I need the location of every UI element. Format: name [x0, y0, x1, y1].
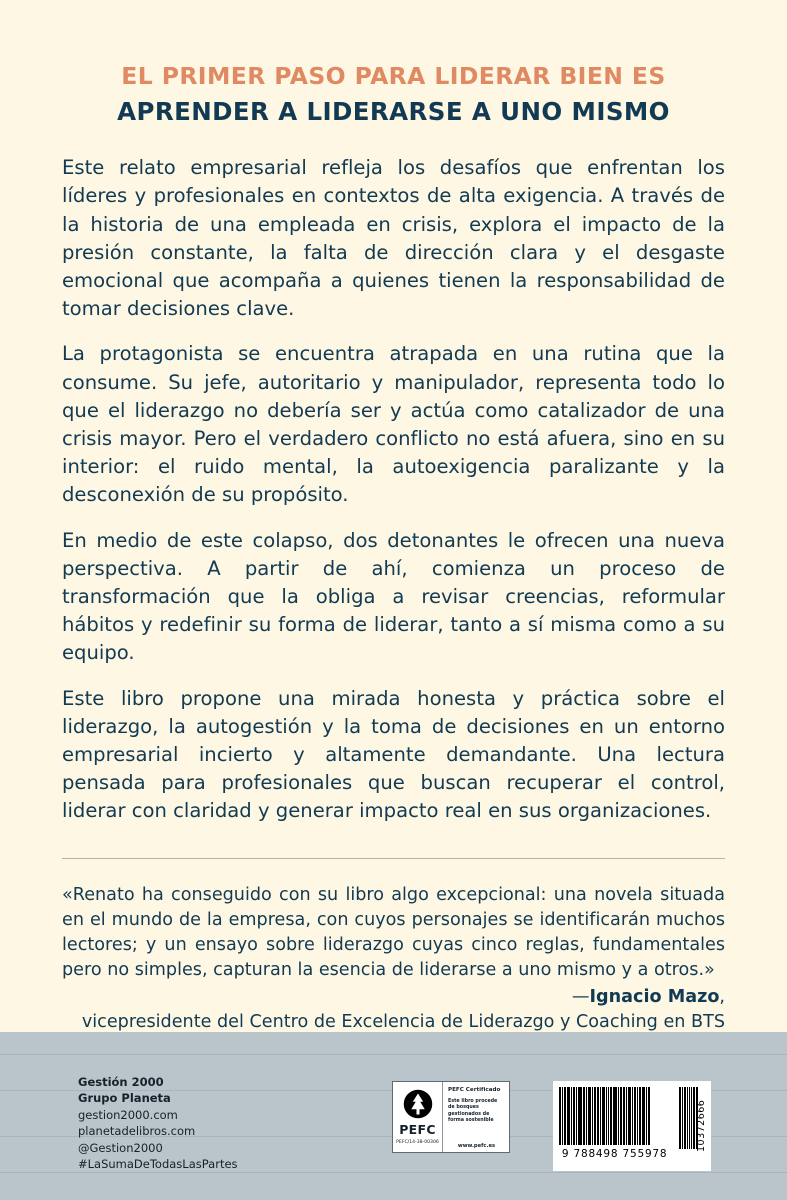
barcode-bars	[559, 1087, 670, 1145]
pefc-wordmark: PEFC	[399, 1122, 436, 1137]
publisher-name: Gestión 2000	[78, 1075, 164, 1089]
page-title	[62, 62, 725, 128]
footer-band	[0, 1032, 787, 1200]
side-barcode-number: 10372666	[696, 1099, 707, 1153]
headline-line-1: EL PRIMER PASO PARA LIDERAR BIEN ES	[121, 62, 666, 90]
divider	[62, 858, 725, 859]
blurb-dash: —	[571, 986, 590, 1007]
blurb-author-role: vicepresidente del Centro de Excelencia de Liderazgo y Coaching en BTS	[81, 1011, 725, 1032]
pefc-text-area	[443, 1082, 509, 1152]
tree-icon	[403, 1089, 433, 1119]
synopsis-body	[62, 154, 725, 825]
blurb-comma: ,	[719, 986, 725, 1007]
pefc-certification-badge	[392, 1081, 510, 1153]
price-code-barcode	[674, 1081, 711, 1171]
synopsis-paragraph: Este libro propone una mirada honesta y práctica sobre el liderazgo, la autogestión y la toma de decisiones en un entorno empresarial incierto y altamente demandante. Una lectura pensada para profesionales que buscan recuperar el control, liderar con claridad y generar impacto real en sus organizaciones.	[62, 686, 725, 823]
publisher-website-secondary[interactable]: planetadelibros.com	[78, 1124, 196, 1139]
publisher-hashtag[interactable]: #LaSumaDeTodasLasPartes	[78, 1157, 238, 1172]
pefc-description: Este libro procede de bosques gestionados de forma sostenible	[448, 1099, 498, 1124]
isbn-barcode	[553, 1081, 674, 1171]
footer-stripe	[0, 1054, 787, 1055]
publisher-imprint	[78, 1074, 238, 1173]
pefc-code: PEFC/14-38-00306	[396, 1140, 439, 1145]
isbn-number: 9 788498 755978	[561, 1148, 668, 1160]
synopsis-paragraph: Este relato empresarial refleja los desafíos que enfrentan los líderes y profesionales en contextos de alta exigencia. A través de la historia de una empleada en crisis, explora el impacto de la presión constante, la falta de dirección clara y el desgaste emocional que acompaña a quienes tienen la responsabilidad de tomar decisiones clave.	[62, 156, 725, 321]
blurb-author-name: Ignacio Mazo	[589, 986, 720, 1007]
synopsis-paragraph: La protagonista se encuentra atrapada en una rutina que la consume. Su jefe, autoritario y manipulador, representa todo lo que el liderazgo no debería ser y actúa como catalizador de una crisis mayor. Pero el verdadero conflicto no está afuera, sino en su interior: el ruido mental, la autoexigencia paralizante y la desconexión de su propósito.	[62, 342, 725, 507]
headline-line-2: APRENDER A LIDERARSE A UNO MISMO	[117, 97, 670, 127]
blurb-quote: «Renato ha conseguido con su libro algo excepcional: una novela situada en el mundo de la empresa, con cuyos personajes se identificarán muchos lectores; y un ensayo sobre liderazgo cuyas cinco reglas, fundamentales pero no simples, capturan la esencia de liderarse a uno mismo y a otros.»	[62, 884, 725, 980]
pefc-url: www.pefc.es	[457, 1143, 496, 1149]
publisher-social-handle[interactable]: @Gestion2000	[78, 1140, 163, 1155]
pefc-title: PEFC Certificado	[448, 1087, 501, 1093]
publisher-group: Grupo Planeta	[78, 1091, 171, 1106]
publisher-website[interactable]: gestion2000.com	[78, 1107, 178, 1122]
pefc-logo-area	[393, 1082, 443, 1152]
barcode-block	[553, 1081, 711, 1171]
blurb-attribution	[62, 985, 725, 1035]
synopsis-paragraph: En medio de este colapso, dos detonantes le ofrecen una nueva perspectiva. A partir de ahí, comienza un proceso de transformación que la obliga a revisar creencias, reformular hábitos y redefinir su forma de liderar, tanto a sí misma como a su equipo.	[62, 528, 725, 665]
